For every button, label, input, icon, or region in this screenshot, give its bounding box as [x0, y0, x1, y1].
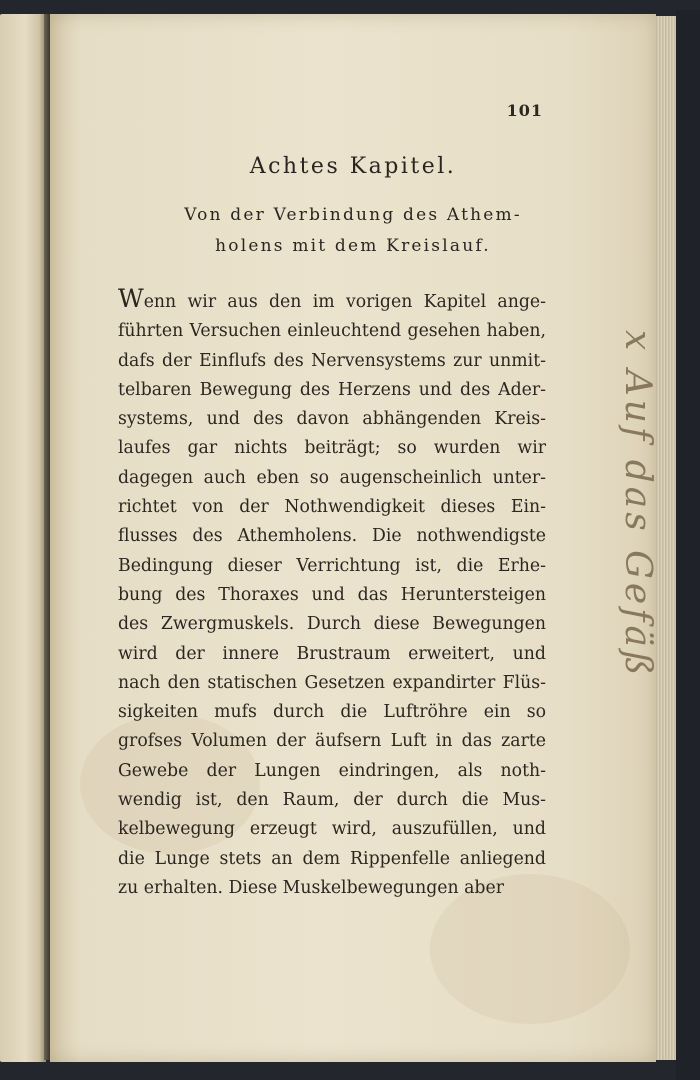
text-line: die Lunge stets an dem Rippenfelle anliegend: [118, 848, 546, 869]
handwritten-margin-note: [548, 330, 688, 710]
text-line: laufes gar nichts beiträgt; so wurden wir: [118, 438, 546, 459]
chapter-title: Achtes Kapitel.: [249, 154, 457, 179]
body-text: [118, 284, 546, 903]
text-line: flusses des Athemholens. Die nothwendigste: [118, 526, 546, 547]
initial-letter: W: [118, 284, 144, 313]
text-line: Gewebe der Lungen eindringen, als noth-: [118, 760, 546, 781]
chapter-subtitle: [100, 200, 606, 262]
text-line: bung des Thoraxes und das Heruntersteigen: [118, 584, 546, 605]
margin-note-text: x Auf das Gefäß: [617, 330, 658, 680]
text-line: systems, und des davon abhängenden Kreis-: [118, 409, 546, 430]
text-line: telbaren Bewegung des Herzens und des Ader-: [118, 379, 546, 400]
text-line: wendig ist, den Raum, der durch die Mus-: [118, 790, 546, 811]
text-line: dagegen auch eben so augenscheinlich unter-: [118, 467, 546, 488]
page-number: 101: [506, 101, 543, 120]
text-line: dafs der Einflufs des Nervensystems zur unmit-: [118, 350, 546, 371]
text-line: führten Versuchen einleuchtend gesehen haben,: [118, 321, 546, 342]
text-line: Wenn wir aus den im vorigen Kapitel ange-: [118, 284, 546, 313]
text-line: des Zwergmuskels. Durch diese Bewegungen: [118, 614, 546, 635]
facing-page-edge: [0, 14, 46, 1062]
subtitle-line: holens mit dem Kreislauf.: [215, 236, 491, 256]
text-line: wird der innere Brustraum erweitert, und: [118, 643, 546, 664]
text-line: sigkeiten mufs durch die Luftröhre ein so: [118, 702, 546, 723]
text-line: Bedingung dieser Verrichtung ist, die Erhe-: [118, 555, 546, 576]
text-line: richtet von der Nothwendigkeit dieses Ein-: [118, 497, 546, 518]
text-line: zu erhalten. Diese Muskelbewegungen aber: [118, 877, 504, 898]
text-line: kelbewegung erzeugt wird, auszufüllen, und: [118, 819, 546, 840]
subtitle-line: Von der Verbindung des Athem-: [184, 205, 522, 225]
text-line: grofses Volumen der äufsern Luft in das zarte: [118, 731, 546, 752]
text-line: nach den statischen Gesetzen expandirter Flüs-: [118, 672, 546, 693]
